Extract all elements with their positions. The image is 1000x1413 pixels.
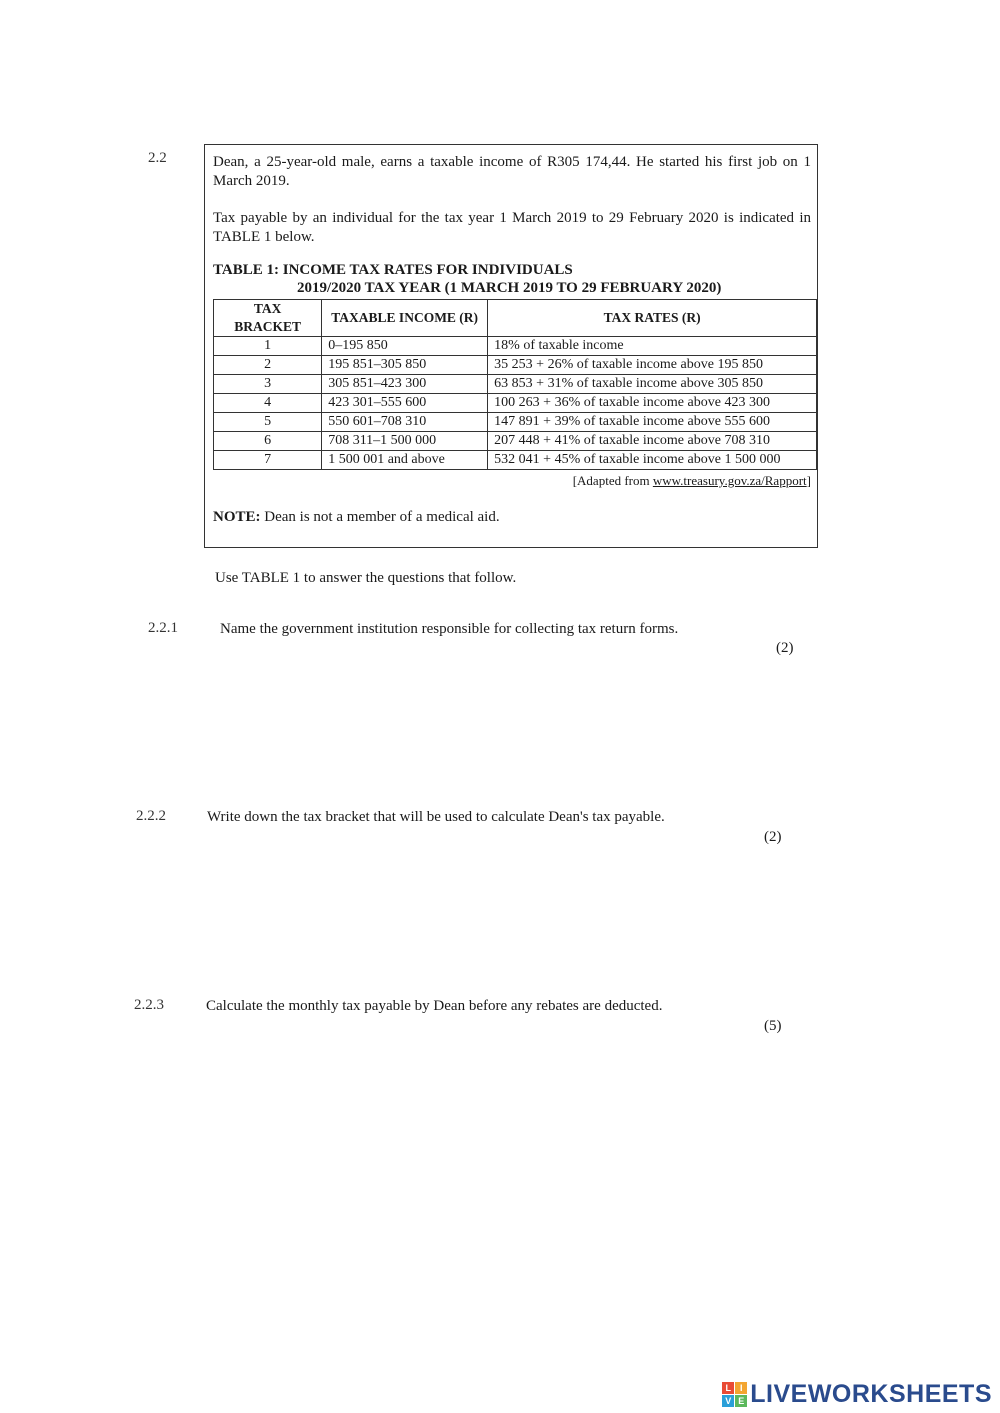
rate-cell: 63 853 + 31% of taxable income above 305 850 <box>488 375 817 394</box>
tax-rates-table <box>213 299 817 470</box>
table-row <box>214 432 817 451</box>
table-row <box>214 375 817 394</box>
header-taxable-income: TAXABLE INCOME (R) <box>322 300 488 337</box>
subquestion-number: 2.2.3 <box>134 997 164 1013</box>
income-cell: 195 851–305 850 <box>322 356 488 375</box>
subquestion-number: 2.2.1 <box>148 620 178 636</box>
subquestion-text: Calculate the monthly tax payable by Dean before any rebates are deducted. <box>206 998 663 1014</box>
table-row <box>214 413 817 432</box>
instruction-text: Use TABLE 1 to answer the questions that follow. <box>215 570 517 586</box>
table-title-line2: 2019/2020 TAX YEAR (1 MARCH 2019 TO 29 FEBRUARY 2020) <box>297 280 722 296</box>
subquestion-marks: (2) <box>776 640 794 656</box>
liveworksheets-logo-icon: L I V E <box>722 1382 747 1407</box>
subquestion-text: Write down the tax bracket that will be used to calculate Dean's tax payable. <box>207 809 665 825</box>
source-citation <box>213 471 811 490</box>
table-header-row <box>214 300 817 337</box>
table-row <box>214 394 817 413</box>
tax-period-text: Tax payable by an individual for the tax year 1 March 2019 to 29 February 2020 is indicated in TABLE 1 below. <box>213 210 811 245</box>
bracket-cell: 4 <box>214 394 322 413</box>
income-cell: 423 301–555 600 <box>322 394 488 413</box>
liveworksheets-brand <box>722 1380 992 1409</box>
bracket-cell: 6 <box>214 432 322 451</box>
income-cell: 708 311–1 500 000 <box>322 432 488 451</box>
subquestion-marks: (5) <box>764 1018 782 1034</box>
bracket-cell: 3 <box>214 375 322 394</box>
scenario-intro: Dean, a 25-year-old male, earns a taxable income of R305 174,44. He started his first job on 1 March 2019. <box>213 154 811 189</box>
subquestion-text: Name the government institution responsible for collecting tax return forms. <box>220 621 679 637</box>
rate-cell: 532 041 + 45% of taxable income above 1 500 000 <box>488 451 817 470</box>
bracket-cell: 7 <box>214 451 322 470</box>
table-title-line1: TABLE 1: INCOME TAX RATES FOR INDIVIDUALS <box>213 262 573 278</box>
note <box>213 508 811 527</box>
bracket-cell: 5 <box>214 413 322 432</box>
note-text: Dean is not a member of a medical aid. <box>264 509 500 525</box>
income-cell: 1 500 001 and above <box>322 451 488 470</box>
rate-cell: 207 448 + 41% of taxable income above 708 310 <box>488 432 817 451</box>
header-tax-rates: TAX RATES (R) <box>488 300 817 337</box>
income-cell: 0–195 850 <box>322 337 488 356</box>
subquestion-marks: (2) <box>764 829 782 845</box>
bracket-cell: 1 <box>214 337 322 356</box>
rate-cell: 147 891 + 39% of taxable income above 555 600 <box>488 413 817 432</box>
income-cell: 550 601–708 310 <box>322 413 488 432</box>
bracket-cell: 2 <box>214 356 322 375</box>
table-row <box>214 451 817 470</box>
rate-cell: 18% of taxable income <box>488 337 817 356</box>
source-suffix: ] <box>806 473 811 488</box>
source-prefix: [Adapted from <box>572 473 653 488</box>
income-cell: 305 851–423 300 <box>322 375 488 394</box>
table-title <box>213 261 811 297</box>
source-link[interactable]: www.treasury.gov.za/Rapport <box>652 473 807 488</box>
scenario-box <box>204 144 818 548</box>
rate-cell: 100 263 + 36% of taxable income above 423 300 <box>488 394 817 413</box>
table-row <box>214 337 817 356</box>
brand-name: LIVEWORKSHEETS <box>750 1380 992 1408</box>
subquestion-number: 2.2.2 <box>136 808 166 824</box>
header-tax-bracket: TAX BRACKET <box>214 300 322 337</box>
note-label: NOTE: <box>213 509 261 525</box>
table-row <box>214 356 817 375</box>
rate-cell: 35 253 + 26% of taxable income above 195 850 <box>488 356 817 375</box>
question-number: 2.2 <box>148 150 167 166</box>
